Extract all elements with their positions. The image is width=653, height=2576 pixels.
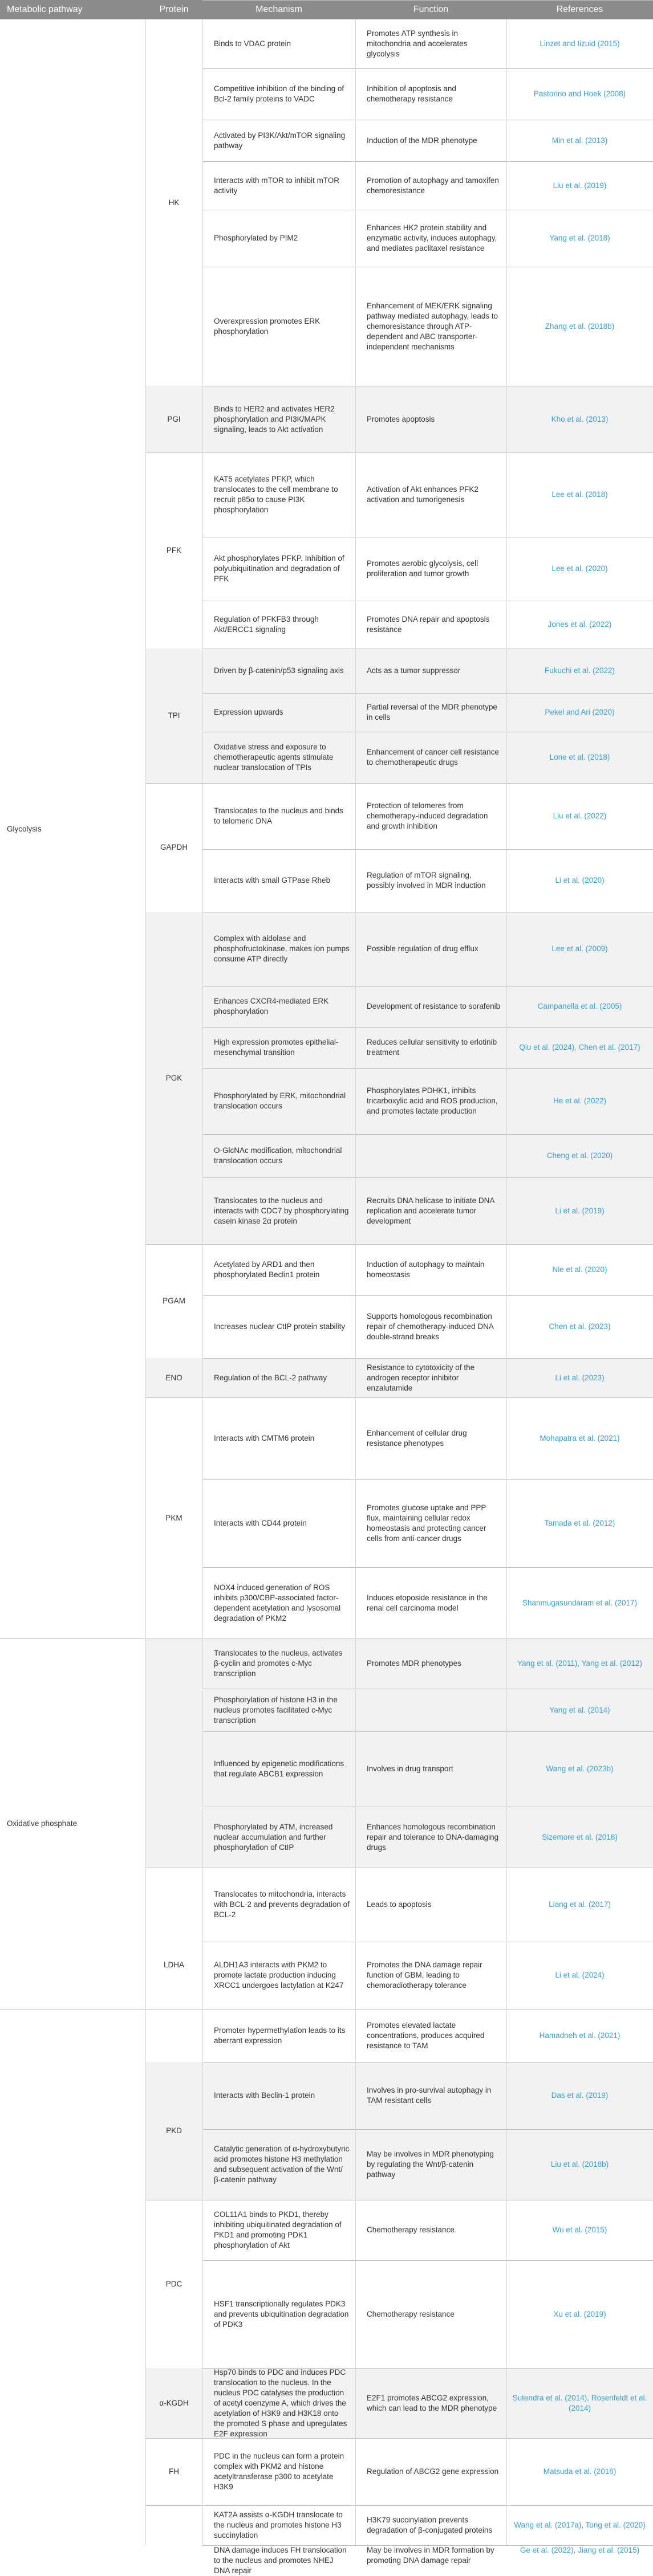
references-cell (506, 2062, 653, 2129)
mechanism-cell (210, 453, 353, 537)
mechanism-cell-text: KAT5 acetylates PFKP, which translocates to the cell membrane to recruit p85α to cause PI3K phosphorylation (214, 475, 338, 514)
protein-cell-text: TPI (168, 711, 180, 720)
references-cell-text: Lone et al. (2018) (549, 753, 610, 761)
references-cell (506, 1358, 653, 1397)
function-cell (363, 1807, 504, 1868)
mechanism-cell-text: Translocates to the nucleus and binds to telomeric DNA (214, 806, 343, 825)
references-cell (506, 783, 653, 849)
protein-cell-text: HK (168, 198, 180, 207)
function-cell (363, 2368, 504, 2438)
function-cell-text: Enhances HK2 protein stability and enzymatic activity, induces autophagy, and mediates paclitaxel resistance (367, 223, 497, 252)
mechanism-cell-text: HSF1 transcriptionally regulates PDK3 and prevents ubiquitination degradation of PDK3 (214, 2299, 349, 2329)
mechanism-cell (210, 2062, 353, 2129)
protein-cell-text: α-KGDH (159, 2398, 189, 2407)
protein-cell (145, 1244, 202, 1358)
mechanism-cell-text: Translocates to the nucleus and interacts with CDC7 by phosphorylating casein kinase 2α protein (214, 1196, 349, 1225)
references-cell (506, 1942, 653, 2009)
references-cell-text: Yang et al. (2011), Yang et al. (2012) (517, 1659, 642, 1668)
mechanism-cell (210, 783, 353, 849)
mechanism-cell-text: Influenced by epigenetic modifications that regulate ABCB1 expression (214, 1759, 344, 1778)
references-cell (506, 453, 653, 537)
mechanism-cell (210, 2505, 353, 2545)
mechanism-cell (210, 2009, 353, 2062)
mechanism-cell (210, 2200, 353, 2260)
references-cell (506, 1479, 653, 1567)
function-cell (363, 1358, 504, 1397)
references-cell-text: Zhang et al. (2018b) (545, 321, 615, 331)
references-cell (506, 1134, 653, 1177)
references-cell-text: Yang et al. (2018) (549, 234, 610, 242)
mechanism-cell (210, 1638, 353, 1689)
references-cell (506, 1731, 653, 1807)
mechanism-cell-text: Binds to HER2 and activates HER2 phosphorylation and PI3K/MAPK signaling, leads to Akt activation (214, 404, 335, 434)
references-cell (506, 1068, 653, 1134)
function-cell-text: Leads to apoptosis (367, 1900, 432, 1909)
protein-cell-text: PGK (165, 1073, 182, 1082)
references-cell-text: Lee et al. (2020) (551, 564, 608, 573)
mechanism-cell (210, 732, 353, 783)
function-cell-text: Involves in drug transport (367, 1764, 453, 1773)
function-cell-text: Chemotherapy resistance (367, 2226, 455, 2234)
mechanism-cell (210, 1868, 353, 1942)
mechanism-cell-text: Oxidative stress and exposure to chemotherapeutic agents stimulate nuclear translocation of TPIs (214, 743, 334, 772)
references-cell-text: Li et al. (2023) (555, 1373, 605, 1382)
references-cell (506, 1397, 653, 1479)
function-cell (363, 453, 504, 537)
mechanism-cell-text: O-GlcNAc modification, mitochondrial translocation occurs (214, 1146, 342, 1165)
mechanism-cell (210, 1244, 353, 1295)
mechanism-cell-text: COL11A1 binds to PKD1, thereby inhibiting ubiquitinated degradation of PKD1 and promoting PDK1 phosphorylation of Akt (214, 2210, 342, 2249)
function-cell (363, 1134, 504, 1177)
mechanism-cell (210, 19, 353, 68)
mechanism-cell-text: KAT2A assists α-KGDH translocate to the nucleus and promotes histone H3 succinylation (214, 2510, 343, 2540)
mechanism-cell (210, 1942, 353, 2009)
references-cell-text: Wang et al. (2023b) (546, 1764, 614, 1773)
mechanism-cell-text: Promoter hypermethylation leads to its aberrant expression (214, 2025, 346, 2045)
function-cell (363, 1244, 504, 1295)
function-cell-text: Acts as a tumor suppressor (367, 666, 461, 675)
references-cell (506, 912, 653, 986)
function-cell (363, 2200, 504, 2260)
function-cell (363, 68, 504, 120)
mechanism-cell (210, 386, 353, 453)
pathway-cell-text: Glycolysis (7, 824, 42, 833)
protein-cell (145, 453, 202, 649)
function-cell (363, 2545, 504, 2566)
function-cell-text: Promotes glucose uptake and PPP flux, maintaining cellular redox homeostasis and protecting cancer cells from anti-cancer drugs (367, 1503, 486, 1543)
protein-cell-text: FH (169, 2467, 179, 2476)
mechanism-cell (210, 1567, 353, 1638)
function-cell-text: Recruits DNA helicase to initiate DNA replication and accelerate tumor development (367, 1196, 494, 1225)
references-cell (506, 1638, 653, 1689)
function-cell (363, 693, 504, 732)
mechanism-cell-text: Interacts with CMTM6 protein (214, 1434, 315, 1442)
references-cell-text: Tamada et al. (2012) (544, 1519, 615, 1527)
function-cell-text: Regulation of mTOR signaling, possibly involved in MDR induction (367, 871, 486, 890)
function-cell-text: Enhancement of MEK/ERK signaling pathway mediated autophagy, leads to chemoresistance through ATP-dependent and ABC transporter-independent mechanisms (367, 301, 498, 351)
references-cell (506, 2009, 653, 2062)
references-cell-text: Mohapatra et al. (2021) (540, 1434, 620, 1442)
mechanism-cell (210, 912, 353, 986)
mechanism-cell (210, 2368, 353, 2438)
function-cell-text: Induction of the MDR phenotype (367, 136, 477, 145)
mechanism-cell-text: High expression promotes epithelial-mesenchymal transition (214, 1038, 339, 1057)
references-cell-text: Shanmugasundaram et al. (2017) (522, 1598, 638, 1607)
function-cell (363, 1295, 504, 1358)
references-cell-text: Yang et al. (2014) (549, 1705, 610, 1714)
mechanism-cell-text: Phosphorylated by ATM, increased nuclear accumulation and further phosphorylation of CtIP (214, 1822, 333, 1852)
protein-cell (145, 1397, 202, 1638)
mechanism-cell (210, 1134, 353, 1177)
mechanism-cell-text: DNA damage induces FH translocation to the nucleus and promotes NHEJ DNA repair (214, 2546, 347, 2575)
function-cell (363, 601, 504, 649)
function-cell (363, 2009, 504, 2062)
references-cell-text: Min et al. (2013) (551, 136, 608, 145)
mechanism-cell (210, 1479, 353, 1567)
mechanism-cell-text: Hsp70 binds to PDC and induces PDC translocation to the nucleus. In the nucleus PDC catalyses the production of acetyl coenzyme A, which drives the acetylation of H3K9 and H3K18 onto the promoted S phase and upregulates E2F expression (214, 2367, 347, 2438)
function-cell (363, 2438, 504, 2505)
column-divider (145, 19, 146, 2545)
function-cell-text: Enhancement of cellular drug resistance phenotypes (367, 1429, 467, 1448)
references-cell (506, 120, 653, 161)
mechanism-cell-text: Interacts with Beclin-1 protein (214, 2091, 315, 2100)
mechanism-cell-text: Acetylated by ARD1 and then phosphorylated Beclin1 protein (214, 1260, 320, 1279)
function-cell (363, 120, 504, 161)
references-cell (506, 1295, 653, 1358)
references-cell-text: Li et al. (2020) (555, 876, 605, 885)
function-cell (363, 649, 504, 693)
protein-cell-text: LDHA (163, 1960, 184, 1969)
protein-cell-text: PGI (167, 414, 181, 423)
references-cell (506, 693, 653, 732)
mechanism-cell (210, 120, 353, 161)
references-cell-text: Wang et al. (2017a), Tong et al. (2020) (514, 2521, 646, 2529)
protein-cell (145, 386, 202, 453)
function-cell (363, 537, 504, 601)
mechanism-cell (210, 2545, 353, 2576)
mechanism-cell (210, 2438, 353, 2505)
mechanism-cell (210, 2260, 353, 2368)
function-cell (363, 986, 504, 1027)
function-cell (363, 1942, 504, 2009)
references-cell (506, 2129, 653, 2200)
references-cell (506, 1567, 653, 1638)
protein-cell-text: PKD (166, 2126, 182, 2135)
mechanism-cell (210, 161, 353, 210)
mechanism-cell (210, 649, 353, 693)
function-cell-text: Chemotherapy resistance (367, 2309, 455, 2318)
header-references: References (506, 0, 653, 19)
function-cell-text: May be involves in MDR phenotyping by regulating the Wnt/β-catenin pathway (367, 2150, 494, 2179)
mechanism-cell (210, 849, 353, 912)
pathway-cell (3, 1638, 145, 2009)
row-divider (202, 0, 653, 1)
references-cell-text: Ge et al. (2022), Jiang et al. (2015) (520, 2546, 640, 2554)
function-cell (363, 2062, 504, 2129)
mechanism-cell (210, 1358, 353, 1397)
function-cell (363, 1397, 504, 1479)
mechanism-cell-text: Expression upwards (214, 708, 283, 716)
pathway-cell-text: Oxidative phosphate (7, 1819, 78, 1828)
mechanism-cell (210, 2129, 353, 2200)
mechanism-cell-text: Enhances CXCR4-mediated ERK phosphorylation (214, 997, 329, 1016)
mechanism-cell (210, 68, 353, 120)
header-mechanism: Mechanism (202, 0, 355, 19)
protein-cell-text: ENO (165, 1373, 182, 1382)
mechanism-cell (210, 1295, 353, 1358)
protein-cell (145, 1638, 202, 1868)
mechanism-cell (210, 1689, 353, 1731)
header-protein: Protein (145, 0, 202, 19)
mechanism-cell-text: Akt phosphorylates PFKP. Inhibition of polyubiquitination and degradation of PFK (214, 554, 344, 583)
references-cell (506, 1689, 653, 1731)
function-cell-text: Promotes elevated lactate concentrations, produces acquired resistance to TAM (367, 2020, 485, 2050)
references-cell (506, 68, 653, 120)
mechanism-cell-text: Increases nuclear CtIP protein stability (214, 1322, 346, 1331)
mechanism-cell (210, 986, 353, 1027)
protein-cell (145, 783, 202, 912)
mechanism-cell (210, 1068, 353, 1134)
references-cell-text: Li et al. (2019) (555, 1206, 605, 1215)
references-cell-text: Wu et al. (2015) (552, 2226, 607, 2234)
mechanism-cell (210, 210, 353, 267)
function-cell-text: Possible regulation of drug efflux (367, 944, 478, 953)
function-cell (363, 1567, 504, 1638)
column-divider (355, 19, 356, 2545)
mechanism-cell (210, 693, 353, 732)
references-cell-text: Matsuda et al. (2016) (543, 2467, 617, 2476)
references-cell-text: Nie et al. (2020) (552, 1265, 607, 1274)
references-cell (506, 1177, 653, 1244)
mechanism-cell (210, 537, 353, 601)
references-cell (506, 649, 653, 693)
mechanism-cell-text: Catalytic generation of α-hydroxybutyric acid promotes histone H3 methylation and subsequent activation of the Wnt/β-catenin pathway (214, 2145, 350, 2184)
column-divider (506, 19, 507, 2545)
protein-cell-text: PGAM (163, 1297, 185, 1305)
function-cell-text: Partial reversal of the MDR phenotype in cells (367, 703, 497, 722)
references-cell (506, 267, 653, 386)
references-cell-text: Qiu et al. (2024), Chen et al. (2017) (519, 1043, 640, 1051)
references-cell (506, 849, 653, 912)
function-cell-text: Enhances homologous recombination repair and tolerance to DNA-damaging drugs (367, 1822, 499, 1852)
function-cell (363, 1479, 504, 1567)
references-cell (506, 2260, 653, 2368)
protein-cell (145, 649, 202, 783)
references-cell-text: Pekel and Ari (2020) (545, 708, 615, 716)
function-cell-text: Reduces cellular sensitivity to erlotinib treatment (367, 1038, 497, 1057)
mechanism-cell-text: Interacts with CD44 protein (214, 1519, 307, 1527)
references-cell (506, 732, 653, 783)
mechanism-cell-text: NOX4 induced generation of ROS inhibits p300/CBP-associated factor-dependent acetylation and lysosomal degradation of PKM2 (214, 1583, 341, 1623)
pathway-cell (3, 19, 145, 1638)
references-cell (506, 986, 653, 1027)
mechanism-cell-text: Activated by PI3K/Akt/mTOR signaling pathway (214, 131, 346, 150)
references-cell (506, 1807, 653, 1868)
references-cell-text: Liu et al. (2022) (553, 812, 607, 820)
protein-cell-text: PKM (165, 1513, 182, 1522)
references-cell-text: Lee et al. (2009) (551, 944, 608, 953)
mechanism-cell-text: PDC in the nucleus can form a protein complex with PKM2 and histone acetyltransferase p300 to acetylate H3K9 (214, 2452, 344, 2491)
references-cell (506, 1244, 653, 1295)
mechanism-cell (210, 267, 353, 386)
mechanism-cell-text: Binds to VDAC protein (214, 39, 291, 48)
references-cell (506, 2438, 653, 2505)
protein-cell (145, 1358, 202, 1397)
protein-cell (145, 1868, 202, 2062)
function-cell-text: Promotes apoptosis (367, 414, 435, 423)
column-divider (202, 19, 203, 2545)
function-cell-text: May be involves in MDR formation by promoting DNA damage repair (367, 2546, 494, 2565)
function-cell (363, 912, 504, 986)
function-cell-text: Induction of autophagy to maintain homeostasis (367, 1260, 485, 1279)
function-cell (363, 1638, 504, 1689)
references-cell (506, 537, 653, 601)
function-cell (363, 1689, 504, 1731)
references-cell-text: Kho et al. (2013) (551, 414, 609, 423)
function-cell-text: Promotes aerobic glycolysis, cell proliferation and tumor growth (367, 559, 478, 578)
mechanism-cell-text: Overexpression promotes ERK phosphorylation (214, 316, 321, 336)
mechanism-cell-text: Phosphorylated by PIM2 (214, 234, 298, 242)
function-cell-text: Involves in pro-survival autophagy in TAM resistant cells (367, 2086, 492, 2105)
references-cell-text: Jones et al. (2022) (547, 620, 612, 629)
mechanism-cell-text: Interacts with mTOR to inhibit mTOR activity (214, 176, 340, 195)
function-cell-text: Enhancement of cancer cell resistance to chemotherapeutic drugs (367, 748, 499, 767)
references-cell (506, 601, 653, 649)
mechanism-cell (210, 601, 353, 649)
references-cell-text: He et al. (2022) (553, 1097, 607, 1105)
function-cell (363, 1731, 504, 1807)
header-pathway: Metabolic pathway (0, 0, 152, 19)
references-cell (506, 210, 653, 267)
references-cell-text: Campanella et al. (2005) (537, 1002, 622, 1010)
mechanism-cell-text: Driven by β-catenin/p53 signaling axis (214, 666, 344, 675)
mechanism-cell-text: Competitive inhibition of the binding of Bcl-2 family proteins to VADC (214, 84, 344, 103)
function-cell-text: Activation of Akt enhances PFK2 activation and tumorigenesis (367, 485, 478, 504)
mechanism-cell-text: ALDH1A3 interacts with PKM2 to promote lactate production inducing XRCC1 undergoes lactylation at K247 (214, 1960, 344, 1990)
mechanism-cell-text: Regulation of the BCL-2 pathway (214, 1373, 327, 1382)
references-cell-text: Liang et al. (2017) (549, 1900, 611, 1909)
references-cell-text: Fukuchi et al. (2022) (544, 666, 615, 675)
function-cell-text: Resistance to cytotoxicity of the androgen receptor inhibitor enzalutamide (367, 1363, 475, 1392)
protein-cell (145, 2062, 202, 2200)
function-cell (363, 267, 504, 386)
references-cell-text: Xu et al. (2019) (553, 2309, 606, 2318)
function-cell-text: Promotes MDR phenotypes (367, 1659, 461, 1668)
function-cell (363, 19, 504, 68)
protein-cell-text: PFK (166, 546, 182, 555)
mechanism-cell-text: Phosphorylated by ERK, mitochondrial translocation occurs (214, 1091, 346, 1110)
protein-cell (145, 2368, 202, 2438)
mechanism-cell (210, 1027, 353, 1068)
references-cell (506, 1027, 653, 1068)
protein-cell (145, 912, 202, 1244)
mechanism-cell (210, 1177, 353, 1244)
function-cell-text: Protection of telomeres from chemotherapy-induced degradation and growth inhibition (367, 801, 488, 830)
mechanism-cell-text: Regulation of PFKFB3 through Akt/ERCC1 signaling (214, 615, 319, 634)
protein-cell (145, 2438, 202, 2505)
mechanism-cell (210, 1397, 353, 1479)
references-cell (506, 2200, 653, 2260)
function-cell-text: Promotes ATP synthesis in mitochondria and accelerates glycolysis (367, 29, 468, 58)
references-cell-text: Sizemore et al. (2018) (542, 1832, 618, 1841)
mechanism-cell (210, 1731, 353, 1807)
function-cell-text: Development of resistance to sorafenib (367, 1002, 501, 1010)
references-cell (506, 386, 653, 453)
function-cell (363, 2260, 504, 2368)
references-cell (506, 1868, 653, 1942)
function-cell-text: Regulation of ABCG2 gene expression (367, 2467, 499, 2476)
references-cell-text: Liu et al. (2019) (553, 181, 607, 190)
function-cell-text: H3K79 succinylation prevents degradation of β-conjugated proteins (367, 2516, 493, 2534)
function-cell (363, 1177, 504, 1244)
references-cell-text: Liu et al. (2018b) (550, 2160, 609, 2169)
mechanism-cell (210, 1807, 353, 1868)
function-cell (363, 783, 504, 849)
protein-cell-text: GAPDH (160, 843, 188, 851)
function-cell (363, 2505, 504, 2545)
function-cell (363, 1027, 504, 1068)
references-cell-text: Das et al. (2019) (551, 2091, 609, 2100)
mechanism-cell-text: Translocates to mitochondria, interacts with BCL-2 and prevents degradation of BCL-2 (214, 1890, 350, 1919)
function-cell (363, 849, 504, 912)
mechanism-cell-text: Interacts with small GTPase Rheb (214, 876, 331, 885)
references-cell-text: Sutendra et al. (2014), Rosenfeldt et al. (2014) (512, 2393, 647, 2412)
references-cell-text: Linzet and Iizuid (2015) (540, 39, 620, 48)
mechanism-cell-text: Phosphorylation of histone H3 in the nucleus promotes facilitated c-Myc transcription (214, 1695, 338, 1725)
function-cell (363, 386, 504, 453)
function-cell-text: Phosphorylates PDHK1, inhibits tricarboxylic acid and ROS production, and promotes lactate production (367, 1086, 498, 1115)
function-cell (363, 161, 504, 210)
mechanism-cell-text: Translocates to the nucleus, activates β-cyclin and promotes c-Myc transcription (214, 1649, 343, 1678)
references-cell-text: Cheng et al. (2020) (546, 1151, 613, 1160)
references-cell (506, 161, 653, 210)
function-cell-text: E2F1 promotes ABCG2 expression, which can lead to the MDR phenotype (367, 2393, 497, 2412)
protein-cell (145, 2200, 202, 2368)
references-cell-text: Chen et al. (2023) (549, 1322, 611, 1331)
references-cell (506, 2368, 653, 2438)
function-cell (363, 210, 504, 267)
references-cell-text: Hamadneh et al. (2021) (539, 2031, 620, 2040)
references-cell (506, 19, 653, 68)
function-cell (363, 1868, 504, 1942)
mechanism-cell-text: Complex with aldolase and phosphofructokinase, makes ion pumps consume ATP directly (214, 934, 350, 963)
references-cell (506, 2545, 653, 2555)
protein-cell (145, 19, 202, 386)
function-cell-text: Supports homologous recombination repair of chemotherapy-induced DNA double-strand breaks (367, 1312, 494, 1341)
function-cell-text: Promotes DNA repair and apoptosis resistance (367, 615, 490, 634)
function-cell (363, 732, 504, 783)
protein-cell-text: PDC (165, 2279, 182, 2288)
function-cell-text: Induces etoposide resistance in the renal cell carcinoma model (367, 1593, 488, 1612)
header-function: Function (355, 0, 506, 19)
references-cell (506, 2505, 653, 2545)
references-cell-text: Li et al. (2024) (555, 1971, 605, 1979)
references-cell-text: Lee et al. (2018) (551, 490, 608, 499)
function-cell-text: Inhibition of apoptosis and chemotherapy resistance (367, 84, 456, 103)
function-cell (363, 1068, 504, 1134)
function-cell (363, 2129, 504, 2200)
function-cell-text: Promotion of autophagy and tamoxifen chemoresistance (367, 176, 499, 195)
references-cell-text: Pastorino and Hoek (2008) (533, 89, 626, 98)
function-cell-text: Promotes the DNA damage repair function of GBM, leading to chemoradiotherapy tolerance (367, 1960, 482, 1990)
